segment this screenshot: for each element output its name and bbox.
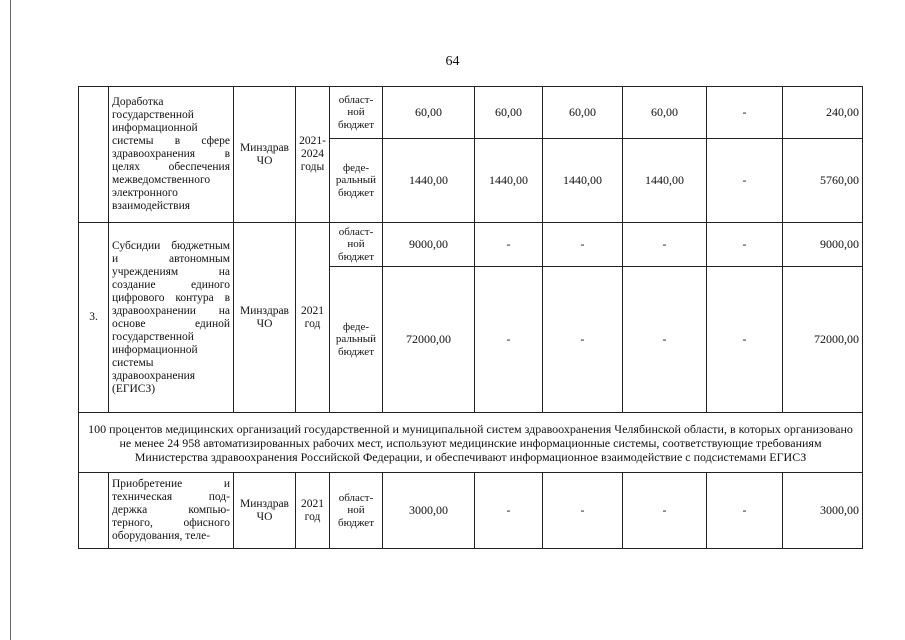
executor: Минздрав ЧО	[234, 223, 296, 413]
target-indicator-text: 100 процентов медицинских организаций государственной и муниципальной систем здравоохранения Челябинской области, в которых организовано не менее 24 958 автоматизированных рабочих мест, используют медицинские информационные системы, соответствующие требованиям Министерства здравоохранения Российской Федерации, и обеспечивают информационное взаимодействие с подсистемами ЕГИСЗ	[79, 413, 863, 473]
amount-year-4: 1440,00	[623, 139, 707, 223]
amount-year-1: 60,00	[383, 87, 475, 139]
amount-year-5: -	[707, 473, 783, 549]
row-number: 3.	[79, 223, 109, 413]
row-number	[79, 473, 109, 549]
amount-total: 5760,00	[783, 139, 863, 223]
target-indicator-row	[79, 413, 863, 473]
measure-name: Доработка государственной информационной системы в сфере здравоохранения в целях обеспечения межведомственного электронного взаимодействия	[109, 87, 234, 223]
amount-total: 3000,00	[783, 473, 863, 549]
amount-year-4: -	[623, 223, 707, 267]
amount-year-1: 1440,00	[383, 139, 475, 223]
amount-year-5: -	[707, 139, 783, 223]
amount-year-2: -	[475, 267, 543, 413]
period: 2021-2024 годы	[296, 87, 330, 223]
table-row	[79, 473, 863, 549]
page-edge-rule	[10, 0, 11, 640]
executor: Минздрав ЧО	[234, 473, 296, 549]
amount-year-5: -	[707, 87, 783, 139]
amount-year-1: 9000,00	[383, 223, 475, 267]
funding-source: област-ной бюджет	[330, 223, 383, 267]
table-row	[79, 223, 863, 267]
amount-total: 240,00	[783, 87, 863, 139]
amount-total: 72000,00	[783, 267, 863, 413]
amount-year-2: -	[475, 473, 543, 549]
period: 2021 год	[296, 473, 330, 549]
amount-year-4: 60,00	[623, 87, 707, 139]
amount-year-1: 3000,00	[383, 473, 475, 549]
amount-year-2: -	[475, 223, 543, 267]
executor: Минздрав ЧО	[234, 87, 296, 223]
amount-year-3: 1440,00	[543, 139, 623, 223]
budget-table	[78, 86, 863, 549]
amount-year-4: -	[623, 267, 707, 413]
amount-year-2: 1440,00	[475, 139, 543, 223]
amount-year-4: -	[623, 473, 707, 549]
funding-source: област-ной бюджет	[330, 473, 383, 549]
amount-year-2: 60,00	[475, 87, 543, 139]
period: 2021 год	[296, 223, 330, 413]
amount-year-3: -	[543, 473, 623, 549]
funding-source: феде-ральный бюджет	[330, 139, 383, 223]
measure-name: Субсидии бюджетным и автономным учреждениям на создание единого цифрового контура в здравоохранении на основе единой государственной информационной системы здравоохранения (ЕГИСЗ)	[109, 223, 234, 413]
amount-year-3: -	[543, 223, 623, 267]
funding-source: феде-ральный бюджет	[330, 267, 383, 413]
amount-year-5: -	[707, 267, 783, 413]
row-number	[79, 87, 109, 223]
amount-year-3: -	[543, 267, 623, 413]
amount-year-3: 60,00	[543, 87, 623, 139]
amount-year-1: 72000,00	[383, 267, 475, 413]
amount-year-5: -	[707, 223, 783, 267]
measure-name: Приобретение и техническая под-держка компью-терного, офисного оборудования, теле-	[109, 473, 234, 549]
page-number: 64	[445, 54, 460, 69]
funding-source: област-ной бюджет	[330, 87, 383, 139]
amount-total: 9000,00	[783, 223, 863, 267]
table-row	[79, 87, 863, 139]
